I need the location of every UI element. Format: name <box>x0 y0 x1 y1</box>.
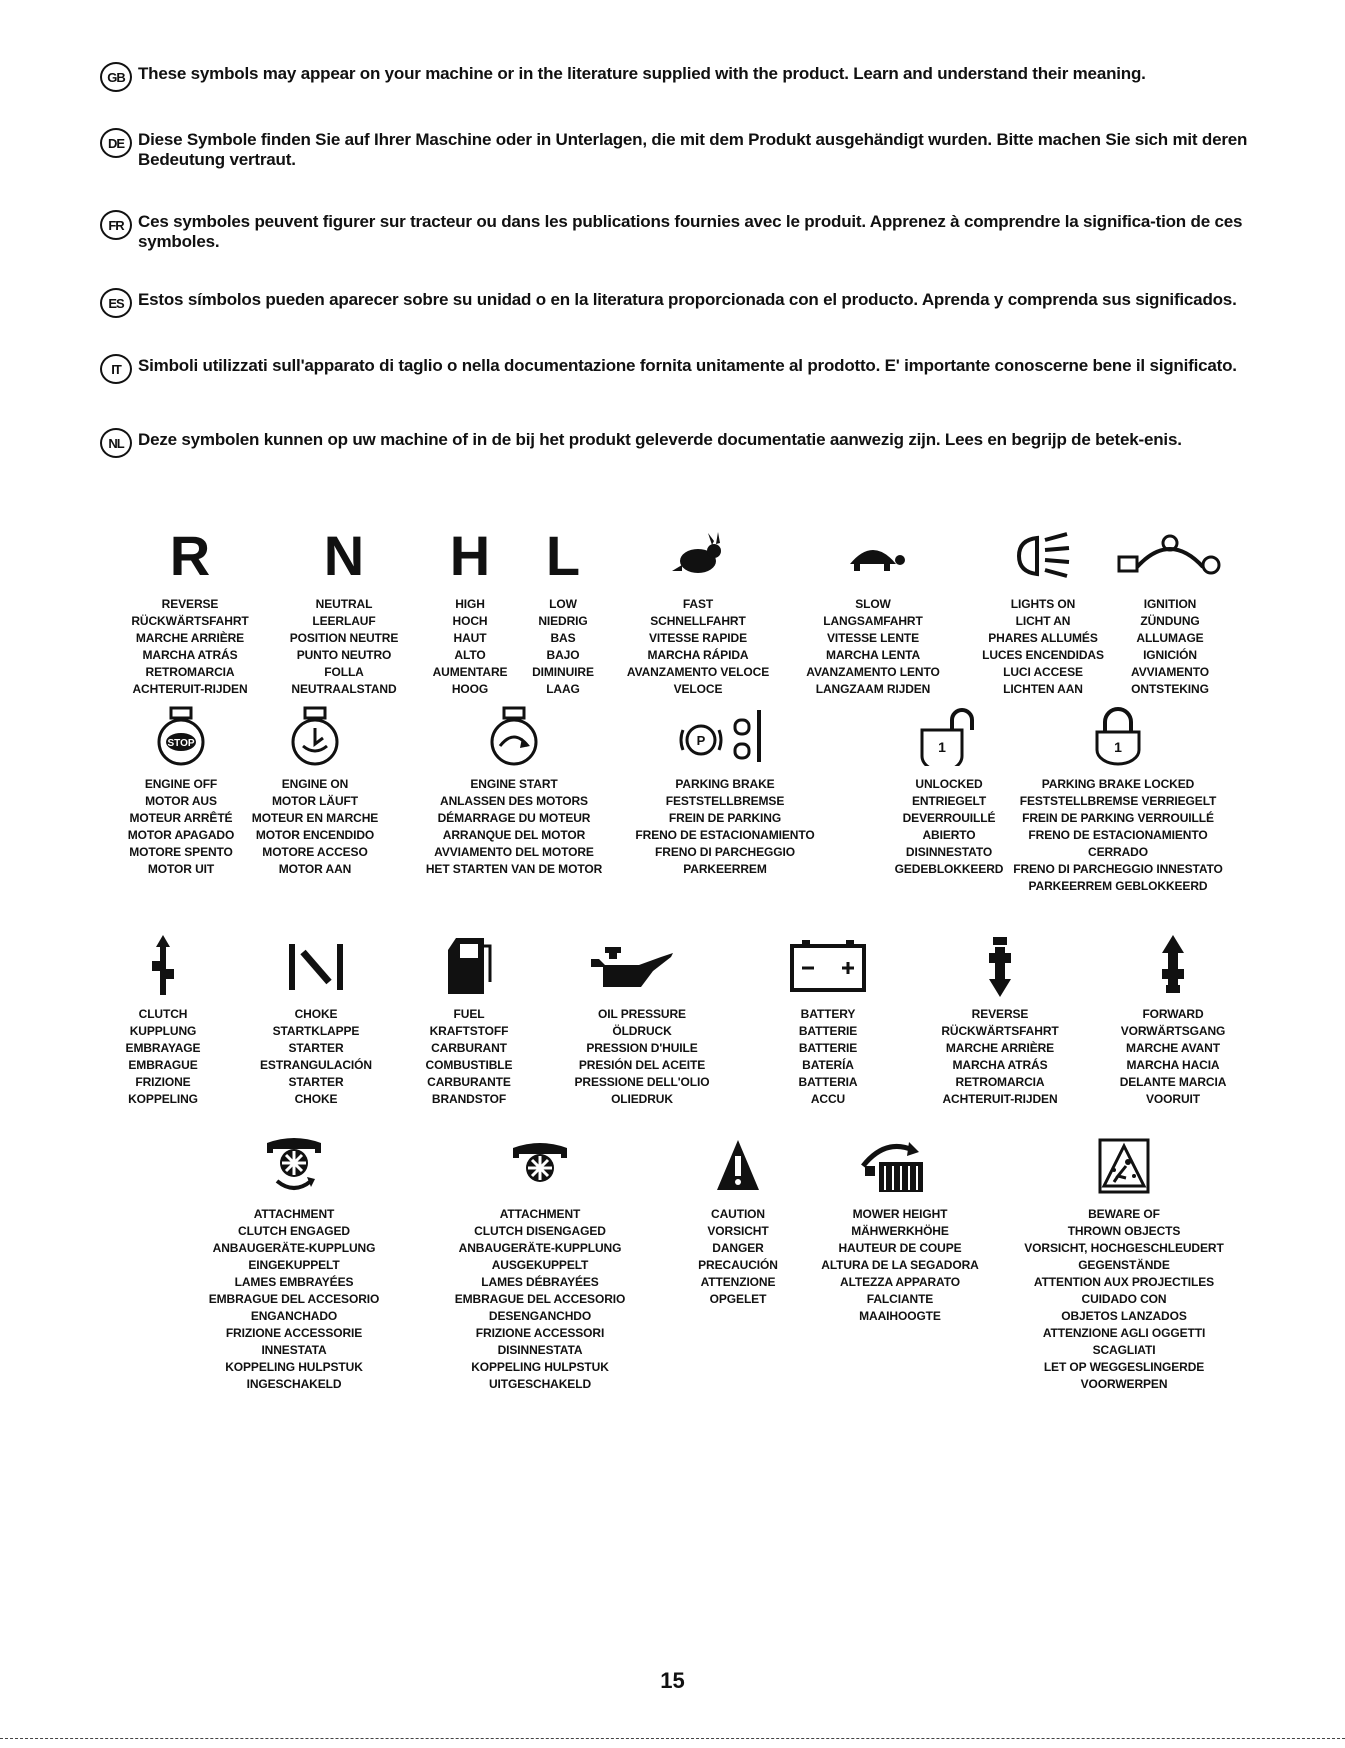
symbol-label: DÉMARRAGE DU MOTEUR <box>437 811 591 825</box>
symbol-label: FRENO DE ESTACIONAMIENTO <box>1028 828 1208 842</box>
symbol-label: ATTENZIONE AGLI OGGETTI <box>1042 1326 1206 1340</box>
symbol-label: BATTERY <box>800 1007 856 1021</box>
symbol-label: ABIERTO <box>922 828 976 842</box>
symbol-label: DELANTE MARCIA <box>1119 1075 1227 1089</box>
symbol-label: ACHTERUIT-RIJDEN <box>132 682 248 696</box>
symbol-label: LET OP WEGGESLINGERDE <box>1043 1360 1205 1374</box>
symbol-label: KOPPELING HULPSTUK <box>225 1360 363 1374</box>
locked-icon <box>998 700 1238 772</box>
symbol-label: RÜCKWÄRTSFAHRT <box>941 1024 1059 1038</box>
symbol-label: SCAGLIATI <box>1092 1343 1156 1357</box>
symbol-label: OLIEDRUK <box>611 1092 673 1106</box>
symbol-label: GEGENSTÄNDE <box>1078 1258 1170 1272</box>
symbol-label: MOTOR ENCENDIDO <box>255 828 375 842</box>
symbol-label: CUIDADO CON <box>1081 1292 1167 1306</box>
symbol-label: BATTERIE <box>798 1024 858 1038</box>
symbol-locked <box>998 700 1238 895</box>
symbol-ignition <box>1050 520 1290 698</box>
symbol-label: LAAG <box>546 682 580 696</box>
symbol-label: PHARES ALLUMÉS <box>988 631 1098 645</box>
symbol-label: PARKEERREM GEBLOKKEERD <box>1028 879 1208 893</box>
symbol-label: MOTEUR ARRÊTÉ <box>129 811 233 825</box>
symbol-label: MOTOR LÄUFT <box>272 794 358 808</box>
symbol-labels <box>174 1206 414 1393</box>
symbol-label: PRESSION D'HUILE <box>586 1041 698 1055</box>
symbol-label: CARBURANTE <box>427 1075 511 1089</box>
symbol-label: ANBAUGERÄTE-KUPPLUNG <box>458 1241 622 1255</box>
symbol-label: FRENO DI PARCHEGGIO <box>655 845 795 859</box>
symbol-label: CLUTCH DISENGAGED <box>474 1224 606 1238</box>
symbol-label: BATERÍA <box>802 1058 854 1072</box>
high-h-glyph: H <box>449 524 491 587</box>
symbol-label: RÜCKWÄRTSFAHRT <box>131 614 249 628</box>
parking-brake-icon <box>605 700 845 772</box>
symbol-label: VOORWERPEN <box>1080 1377 1168 1391</box>
symbol-label: INGESCHAKELD <box>246 1377 342 1391</box>
symbol-label: HAUTEUR DE COUPE <box>838 1241 962 1255</box>
symbol-label: STARTER <box>288 1041 344 1055</box>
symbol-label: DISINNESTATA <box>497 1343 583 1357</box>
low-l-glyph: L <box>545 524 581 587</box>
symbol-label: FAST <box>682 597 714 611</box>
symbol-label: ALTEZZA APPARATO <box>840 1275 960 1289</box>
symbol-label: GEDEBLOKKEERD <box>894 862 1004 876</box>
symbol-label: VORSICHT, HOCHGESCHLEUDERT <box>1024 1241 1224 1255</box>
symbol-label: AVVIAMENTO DEL MOTORE <box>434 845 594 859</box>
symbol-label: OBJETOS LANZADOS <box>1061 1309 1187 1323</box>
symbol-label: FRIZIONE <box>135 1075 191 1089</box>
symbol-label: ATTENZIONE <box>700 1275 776 1289</box>
svg-text:1: 1 <box>938 739 946 755</box>
symbol-label: ENGANCHADO <box>250 1309 338 1323</box>
symbol-label: KOPPELING HULPSTUK <box>471 1360 609 1374</box>
symbol-label: ACCU <box>810 1092 846 1106</box>
page-number: 15 <box>660 1668 685 1693</box>
symbol-label: AVANZAMENTO LENTO <box>806 665 940 679</box>
symbol-label: ÖLDRUCK <box>612 1024 672 1038</box>
symbol-label: UITGESCHAKELD <box>488 1377 592 1391</box>
footer-rule <box>0 1738 1345 1739</box>
intro-text-de: Diese Symbole finden Sie auf Ihrer Maschine oder in Unterlagen, die mit dem Produkt ausgehändigt wurden. Bitte machen Sie sich mit deren Bedeutung vertraut. <box>138 130 1248 169</box>
symbol-label: FESTSTELLBREMSE <box>665 794 785 808</box>
symbol-label: FRIZIONE ACCESSORI <box>475 1326 605 1340</box>
symbol-label: IGNICIÓN <box>1143 648 1197 662</box>
symbol-label: BAS <box>550 631 576 645</box>
intro-text-nl: Deze symbolen kunnen op uw machine of in de bij het produkt geleverde documentatie aanwezig zijn. Lees en begrijp de betek-enis. <box>138 430 1182 449</box>
symbol-label: ANBAUGERÄTE-KUPPLUNG <box>212 1241 376 1255</box>
symbol-label: NEUTRAL <box>315 597 373 611</box>
symbol-labels <box>394 776 634 878</box>
symbol-label: BATTERIA <box>798 1075 858 1089</box>
symbol-label: MARCHA ATRÁS <box>142 648 238 662</box>
symbol-label: VORSICHT <box>707 1224 769 1238</box>
symbol-labels <box>1050 596 1290 698</box>
intro-text-it: Simboli utilizzati sull'apparato di taglio o nella documentazione fornita unitamente al prodotto. E' importante conoscerne bene il significato. <box>138 356 1237 375</box>
symbol-label: NEUTRAALSTAND <box>291 682 397 696</box>
symbol-label: UNLOCKED <box>915 777 983 791</box>
symbol-label: MAAIHOOGTE <box>859 1309 941 1323</box>
symbol-label: ARRANQUE DEL MOTOR <box>442 828 586 842</box>
symbol-label: BAJO <box>546 648 580 662</box>
symbol-label: VOORUIT <box>1146 1092 1200 1106</box>
symbol-labels <box>1053 1006 1293 1108</box>
symbol-label: MARCHA RÁPIDA <box>647 648 749 662</box>
symbol-label: MARCHA LENTA <box>825 648 921 662</box>
symbol-label: SLOW <box>855 597 891 611</box>
symbol-label: LICHT AN <box>1015 614 1071 628</box>
symbol-label: MÄHWERKHÖHE <box>851 1224 949 1238</box>
symbol-label: EMBRAGUE <box>128 1058 198 1072</box>
symbol-labels <box>998 776 1238 895</box>
symbol-label: FRENO DI PARCHEGGIO INNESTATO <box>1013 862 1223 876</box>
symbol-label: RETROMARCIA <box>145 665 235 679</box>
symbol-label: PRESSIONE DELL'OLIO <box>574 1075 710 1089</box>
symbol-label: REVERSE <box>161 597 219 611</box>
symbol-label: ATTACHMENT <box>253 1207 335 1221</box>
symbol-label: MOTEUR EN MARCHE <box>251 811 379 825</box>
symbol-label: PARKEERREM <box>683 862 767 876</box>
symbol-label: EMBRAGUE DEL ACCESORIO <box>208 1292 380 1306</box>
symbol-label: EMBRAGUE DEL ACCESORIO <box>454 1292 626 1306</box>
symbol-label: ESTRANGULACIÓN <box>260 1058 372 1072</box>
attachment-engaged-icon <box>174 1130 414 1202</box>
symbol-label: LUCES ENCENDIDAS <box>982 648 1104 662</box>
symbol-label: IGNITION <box>1143 597 1197 611</box>
symbol-label: ENGINE OFF <box>144 777 218 791</box>
symbol-label: ENTRIEGELT <box>911 794 987 808</box>
symbol-label: BRANDSTOF <box>431 1092 507 1106</box>
symbol-label: MOTORE ACCESO <box>262 845 368 859</box>
symbol-label: KUPPLUNG <box>129 1024 197 1038</box>
symbol-attachment-engaged <box>174 1130 414 1393</box>
svg-text:P: P <box>696 733 706 748</box>
symbol-label: COMBUSTIBLE <box>425 1058 513 1072</box>
symbol-label: AUMENTARE <box>432 665 508 679</box>
symbol-labels <box>780 1206 1020 1325</box>
reverse-r-glyph: R <box>169 524 211 587</box>
symbol-label: FORWARD <box>1142 1007 1204 1021</box>
symbol-label: FRENO DE ESTACIONAMIENTO <box>635 828 815 842</box>
symbol-label: LANGZAAM RIJDEN <box>815 682 931 696</box>
symbol-label: HOOG <box>451 682 489 696</box>
symbol-label: AVANZAMENTO VELOCE <box>626 665 770 679</box>
symbol-label: ENGINE ON <box>281 777 349 791</box>
symbol-label: MARCHE ARRIÈRE <box>945 1041 1055 1055</box>
forward-arrow-icon <box>1053 930 1293 1002</box>
symbol-label: LAMES DÉBRAYÉES <box>481 1275 599 1289</box>
it-flag-icon: IT <box>100 354 132 384</box>
symbol-label: CHOKE <box>294 1007 338 1021</box>
symbol-label: LAMES EMBRAYÉES <box>234 1275 354 1289</box>
symbol-label: FUEL <box>453 1007 485 1021</box>
symbol-label: REVERSE <box>971 1007 1029 1021</box>
symbol-label: BATTERIE <box>798 1041 858 1055</box>
symbol-label: KOPPELING <box>128 1092 198 1106</box>
symbol-label: LEERLAUF <box>312 614 376 628</box>
es-flag-icon: ES <box>100 288 132 318</box>
symbol-label: RETROMARCIA <box>955 1075 1045 1089</box>
symbol-label: HOCH <box>452 614 488 628</box>
symbol-label: ANLASSEN DES MOTORS <box>440 794 588 808</box>
thrown-objects-icon <box>1004 1130 1244 1202</box>
symbol-label: MARCHE ARRIÈRE <box>135 631 245 645</box>
engine-start-icon <box>394 700 634 772</box>
symbol-label: LOW <box>549 597 577 611</box>
ignition-icon <box>1050 520 1290 592</box>
symbol-label: PRESIÓN DEL ACEITE <box>578 1058 706 1072</box>
symbol-forward-arrow <box>1053 930 1293 1108</box>
fr-flag-icon: FR <box>100 210 132 240</box>
symbol-labels <box>605 776 845 878</box>
symbol-label: PARKING BRAKE <box>675 777 775 791</box>
symbol-label: FALCIANTE <box>866 1292 934 1306</box>
nl-flag-icon: NL <box>100 428 132 458</box>
symbol-label: DESENGANCHDO <box>488 1309 592 1323</box>
symbol-label: LIGHTS ON <box>1010 597 1076 611</box>
symbol-label: HAUT <box>453 631 487 645</box>
symbol-label: MOTORE SPENTO <box>129 845 233 859</box>
symbol-label: LICHTEN AAN <box>1003 682 1083 696</box>
symbol-label: ONTSTEKING <box>1131 682 1209 696</box>
symbol-label: CERRADO <box>1088 845 1148 859</box>
symbol-label: FESTSTELLBREMSE VERRIEGELT <box>1019 794 1217 808</box>
de-flag-icon: DE <box>100 128 132 158</box>
symbol-label: VITESSE RAPIDE <box>649 631 747 645</box>
symbol-label: ATTACHMENT <box>499 1207 581 1221</box>
symbol-mower-height <box>780 1130 1020 1325</box>
symbol-label: POSITION NEUTRE <box>289 631 399 645</box>
symbol-label: MARCHA ATRÁS <box>952 1058 1048 1072</box>
symbol-label: ENGINE START <box>470 777 558 791</box>
symbol-parking-brake <box>605 700 845 878</box>
gb-flag-icon: GB <box>100 62 132 92</box>
symbol-label: MOTOR AAN <box>278 862 352 876</box>
intro-text-es: Estos símbolos pueden aparecer sobre su unidad o en la literatura proporcionada con el producto. Aprenda y comprenda sus significados. <box>138 290 1237 309</box>
symbol-label: DANGER <box>712 1241 764 1255</box>
symbol-label: VITESSE LENTE <box>826 631 920 645</box>
intro-text-fr: Ces symboles peuvent figurer sur tracteur ou dans les publications fournies avec le produit. Apprenez à comprendre la significa-tion de ces symboles. <box>138 212 1243 251</box>
symbol-label: EINGEKUPPELT <box>248 1258 340 1272</box>
symbol-engine-start <box>394 700 634 878</box>
symbol-label: ACHTERUIT-RIJDEN <box>942 1092 1058 1106</box>
symbol-label: HET STARTEN VAN DE MOTOR <box>425 862 603 876</box>
symbol-label: FOLLA <box>324 665 364 679</box>
symbol-label: BEWARE OF <box>1088 1207 1160 1221</box>
symbol-label: MOTOR UIT <box>147 862 215 876</box>
symbol-label: MOWER HEIGHT <box>852 1207 948 1221</box>
symbol-label: OIL PRESSURE <box>598 1007 686 1021</box>
symbol-label: LANGSAMFAHRT <box>823 614 923 628</box>
neutral-n-glyph: N <box>323 524 365 587</box>
symbol-label: CLUTCH ENGAGED <box>238 1224 350 1238</box>
symbol-label: KRAFTSTOFF <box>429 1024 509 1038</box>
symbol-label: MARCHE AVANT <box>1126 1041 1220 1055</box>
symbol-label: INNESTATA <box>261 1343 327 1357</box>
symbol-label: DISINNESTATO <box>905 845 993 859</box>
symbol-label: PUNTO NEUTRO <box>296 648 392 662</box>
symbol-label: ALLUMAGE <box>1136 631 1204 645</box>
symbol-label: DIMINUIRE <box>532 665 594 679</box>
symbol-label: ALTO <box>454 648 486 662</box>
symbol-label: AUSGEKUPPELT <box>491 1258 589 1272</box>
symbol-labels <box>1004 1206 1244 1393</box>
symbol-label: PRECAUCIÓN <box>698 1258 778 1272</box>
symbol-label: THROWN OBJECTS <box>1067 1224 1181 1238</box>
symbol-thrown-objects <box>1004 1130 1244 1393</box>
symbol-label: FRIZIONE ACCESSORIE <box>225 1326 363 1340</box>
symbol-label: ALTURA DE LA SEGADORA <box>821 1258 979 1272</box>
symbol-label: LUCI ACCESE <box>1003 665 1083 679</box>
symbol-label: AVVIAMENTO <box>1131 665 1209 679</box>
symbol-label: FREIN DE PARKING VERROUILLÉ <box>1022 811 1214 825</box>
symbol-label: SCHNELLFAHRT <box>650 614 746 628</box>
symbol-label: STARTKLAPPE <box>272 1024 360 1038</box>
mower-height-icon <box>780 1130 1020 1202</box>
symbol-label: FREIN DE PARKING <box>668 811 782 825</box>
symbol-label: STARTER <box>288 1075 344 1089</box>
symbol-label: MOTOR AUS <box>145 794 217 808</box>
symbol-label: NIEDRIG <box>538 614 588 628</box>
symbol-label: CARBURANT <box>431 1041 507 1055</box>
symbol-label: CLUTCH <box>138 1007 188 1021</box>
symbol-label: OPGELET <box>709 1292 767 1306</box>
svg-text:1: 1 <box>1114 739 1122 755</box>
symbol-label: ATTENTION AUX PROJECTILES <box>1033 1275 1215 1289</box>
svg-text:STOP: STOP <box>167 738 195 749</box>
symbol-label: ZÜNDUNG <box>1140 614 1200 628</box>
symbol-label: DEVERROUILLÉ <box>902 811 996 825</box>
symbol-label: VORWÄRTSGANG <box>1120 1024 1226 1038</box>
symbol-label: VELOCE <box>673 682 723 696</box>
symbol-label: CHOKE <box>294 1092 338 1106</box>
symbol-label: PARKING BRAKE LOCKED <box>1041 777 1195 791</box>
symbol-label: MARCHA HACIA <box>1126 1058 1220 1072</box>
symbol-label: CAUTION <box>711 1207 765 1221</box>
symbol-label: HIGH <box>455 597 485 611</box>
symbol-label: EMBRAYAGE <box>125 1041 201 1055</box>
intro-text-gb: These symbols may appear on your machine or in the literature supplied with the product. Learn and understand their meaning. <box>138 64 1146 83</box>
symbol-label: MOTOR APAGADO <box>127 828 235 842</box>
